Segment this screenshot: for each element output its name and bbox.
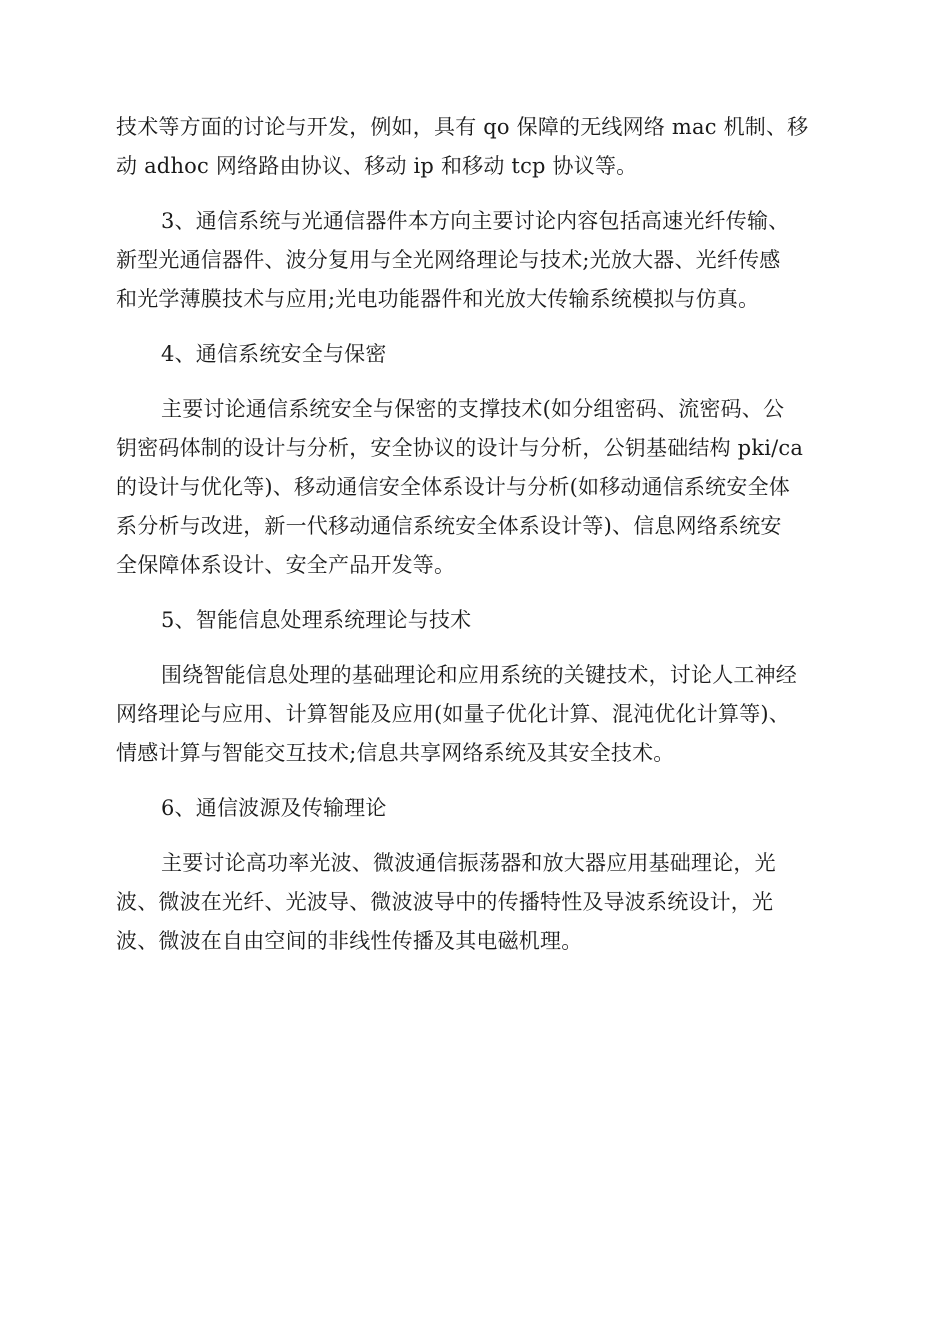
text-line: 6、通信波源及传输理论 [161, 796, 387, 820]
text-line: 网络理论与应用、计算智能及应用(如量子优化计算、混沌优化计算等)、 [116, 702, 790, 726]
paragraph-section-6-heading [116, 789, 840, 828]
text-line: 波、微波在自由空间的非线性传播及其电磁机理。 [116, 929, 583, 953]
paragraph-section-3 [116, 202, 840, 319]
document-body [116, 108, 840, 977]
paragraph-section-4-body [116, 390, 840, 585]
paragraph-section-6-body [116, 844, 840, 961]
text-line: 情感计算与智能交互技术;信息共享网络系统及其安全技术。 [116, 741, 675, 765]
paragraph-intro-continuation [116, 108, 840, 186]
paragraph-section-5-heading [116, 601, 840, 640]
text-line: 4、通信系统安全与保密 [161, 342, 387, 366]
text-line: 3、通信系统与光通信器件本方向主要讨论内容包括高速光纤传输、 [161, 209, 790, 233]
text-line: 主要讨论高功率光波、微波通信振荡器和放大器应用基础理论，光 [161, 851, 776, 875]
text-line: 全保障体系设计、安全产品开发等。 [116, 553, 456, 577]
text-line: 系分析与改进，新一代移动通信系统安全体系设计等)、信息网络系统安 [116, 514, 782, 538]
text-line: 主要讨论通信系统安全与保密的支撑技术(如分组密码、流密码、公 [161, 397, 785, 421]
text-line: 和光学薄膜技术与应用;光电功能器件和光放大传输系统模拟与仿真。 [116, 287, 760, 311]
text-line: 的设计与优化等)、移动通信安全体系设计与分析(如移动通信系统安全体 [116, 475, 790, 499]
paragraph-section-4-heading [116, 335, 840, 374]
text-line: 新型光通信器件、波分复用与全光网络理论与技术;光放大器、光纤传感 [116, 248, 781, 272]
paragraph-section-5-body [116, 656, 840, 773]
text-line: 波、微波在光纤、光波导、微波波导中的传播特性及导波系统设计，光 [116, 890, 774, 914]
text-line: 围绕智能信息处理的基础理论和应用系统的关键技术，讨论人工神经 [161, 663, 797, 687]
text-line: 5、智能信息处理系统理论与技术 [161, 608, 472, 632]
text-line: 动 adhoc 网络路由协议、移动 ip 和移动 tcp 协议等。 [116, 154, 638, 178]
text-line: 钥密码体制的设计与分析，安全协议的设计与分析，公钥基础结构 pki/ca [116, 436, 804, 460]
text-line: 技术等方面的讨论与开发，例如，具有 qo 保障的无线网络 mac 机制、移 [116, 115, 809, 139]
